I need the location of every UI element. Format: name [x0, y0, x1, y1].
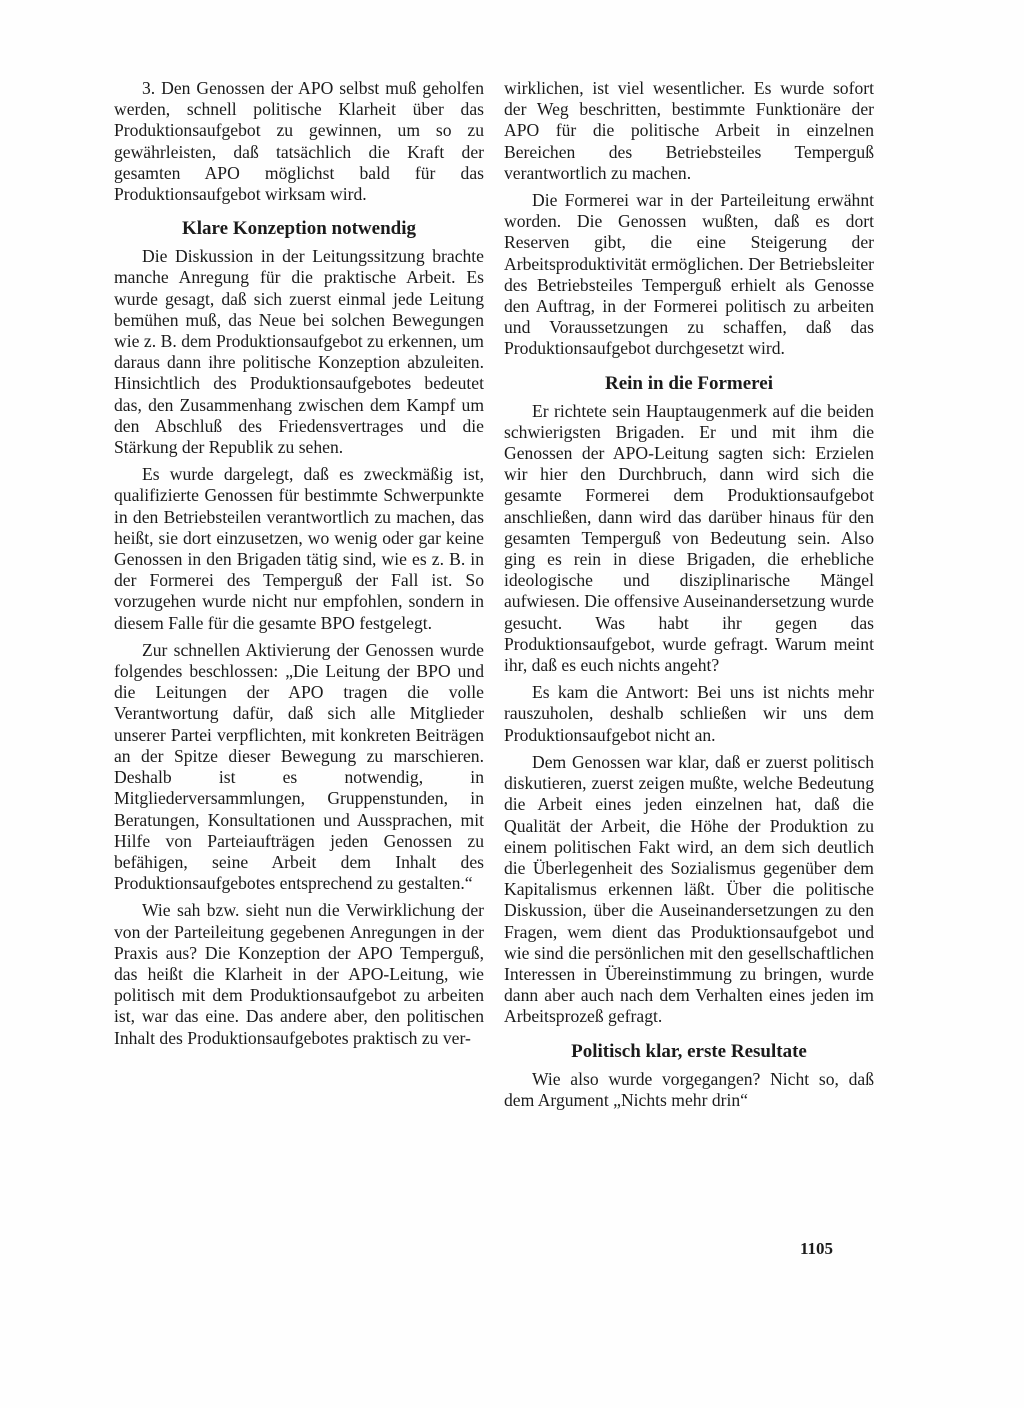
left-column — [114, 78, 484, 1049]
paragraph: Es kam die Antwort: Bei uns ist nichts mehr rauszuholen, deshalb schließen wir uns dem Produktionsaufgebot nicht an. — [504, 682, 874, 745]
paragraph: Die Diskussion in der Leitungssitzung brachte manche Anregung für die praktische Arbeit. Es wurde gesagt, daß sich zuerst einmal jede Leitung bemühen muß, das Neue bei solchen Bewegungen wie z. B. dem Produktionsaufgebot zu erkennen, um daraus dann ihre politische Konzeption abzuleiten. Hinsichtlich des Produktionsaufgebotes bedeutet das, den Zusammenhang zwischen dem Kampf um den Abschluß des Friedensvertrages und die Stärkung der Republik zu sehen. — [114, 246, 484, 458]
page-number: 1105 — [800, 1239, 834, 1258]
section-heading: Politisch klar, erste Resultate — [571, 1040, 807, 1062]
paragraph: 3. Den Genossen der APO selbst muß geholfen werden, schnell politische Klarheit über das Produktionsaufgebot zu gewinnen, um so zu gewährleisten, daß tatsächlich die Kraft der gesamten APO möglichst bald für das Produktionsaufgebot wirksam wird. — [114, 78, 484, 205]
paragraph: Wie sah bzw. sieht nun die Verwirklichung der von der Parteileitung gegebenen Anregungen in der Praxis aus? Die Konzeption der APO Temperguß, das heißt die Klarheit in der APO-Leitung, wie politisch mit dem Produktionsaufgebot zu arbeiten ist, war das eine. Das andere aber, den politischen Inhalt des Produktionsaufgebotes praktisch zu ver- — [114, 900, 484, 1048]
right-column — [504, 78, 874, 1111]
paragraph: Wie also wurde vorgegangen? Nicht so, daß dem Argument „Nichts mehr drin“ — [504, 1068, 874, 1110]
section-heading: Rein in die Formerei — [605, 372, 773, 394]
paragraph: Es wurde dargelegt, daß es zweckmäßig ist, qualifizierte Genossen für bestimmte Schwerpunkte in den Betriebsteilen verantwortlich zu machen, das heißt, sie dort einzusetzen, wo wenig oder gar keine Genossen in den Brigaden tätig sind, wie es z. B. in der Formerei des Temperguß der Fall ist. So vorzugehen wurde nicht nur empfohlen, sondern in diesem Falle für die gesamte BPO festgelegt. — [114, 464, 484, 633]
section-heading: Klare Konzeption notwendig — [182, 218, 416, 240]
paragraph: Dem Genossen war klar, daß er zuerst politisch diskutieren, zuerst zeigen mußte, welche Bedeutung die Arbeit eines jeden einzelnen hat, daß die Qualität der Arbeit, die Höhe der Produktion zu einem politischen Fakt wird, an dem sich deutlich die Überlegenheit des Sozialismus gegenüber dem Kapitalismus erkennen läßt. Über die politische Diskussion, über die Auseinandersetzungen zu den Fragen, wem dient das Produktionsaufgebot und wie sind die persönlichen mit den gesellschaftlichen Interessen in Übereinstimmung zu bringen, wurde dann aber auch nach dem Verhalten eines jeden im Arbeitsprozeß gefragt. — [504, 751, 874, 1027]
paragraph: Er richtete sein Hauptaugenmerk auf die beiden schwierigsten Brigaden. Er und mit ihm die Genossen der APO-Leitung sagten sich: Erzielen wir hier den Durchbruch, dann wird sich die gesamte Formerei dem Produktionsaufgebot anschließen, dann wird das darüber hinaus für den gesamten Temperguß von Bedeutung sein. Also ging es rein in diese Brigaden, die erhebliche ideologische und disziplinarische Mängel aufwiesen. Die offensive Auseinandersetzung wurde gesucht. Was habt ihr gegen das Produktionsaufgebot, wurde gefragt. Warum meint ihr, daß es euch nichts angeht? — [504, 400, 874, 676]
paragraph: wirklichen, ist viel wesentlicher. Es wurde sofort der Weg beschritten, bestimmte Funktionäre der APO für die politische Arbeit in einzelnen Bereichen des Betriebsteiles Temperguß verantwortlich zu machen. — [504, 78, 874, 183]
paragraph: Die Formerei war in der Parteileitung erwähnt worden. Die Genossen wußten, daß es dort Reserven gibt, die eine Steigerung der Arbeitsproduktivität ermöglichen. Der Betriebsleiter des Betriebsteiles Temperguß erhielt als Genosse den Auftrag, in der Formerei politisch zu arbeiten und Voraussetzungen zu schaffen, daß das Produktionsaufgebot durchgesetzt wird. — [504, 190, 874, 359]
paragraph: Zur schnellen Aktivierung der Genossen wurde folgendes beschlossen: „Die Leitung der BPO und die Leitungen der APO tragen die volle Verantwortung dafür, daß sich alle Mitglieder unserer Partei verpflichten, mit konkreten Beiträgen an der Spitze dieser Bewegung zu marschieren. Deshalb ist es notwendig, in Mitgliederversammlungen, Gruppenstunden, in Beratungen, Konsultationen und Aussprachen, mit Hilfe von Parteiaufträgen jeden Genossen zu befähigen, seine Arbeit dem Inhalt des Produktionsaufgebotes entsprechend zu gestalten.“ — [114, 639, 484, 894]
